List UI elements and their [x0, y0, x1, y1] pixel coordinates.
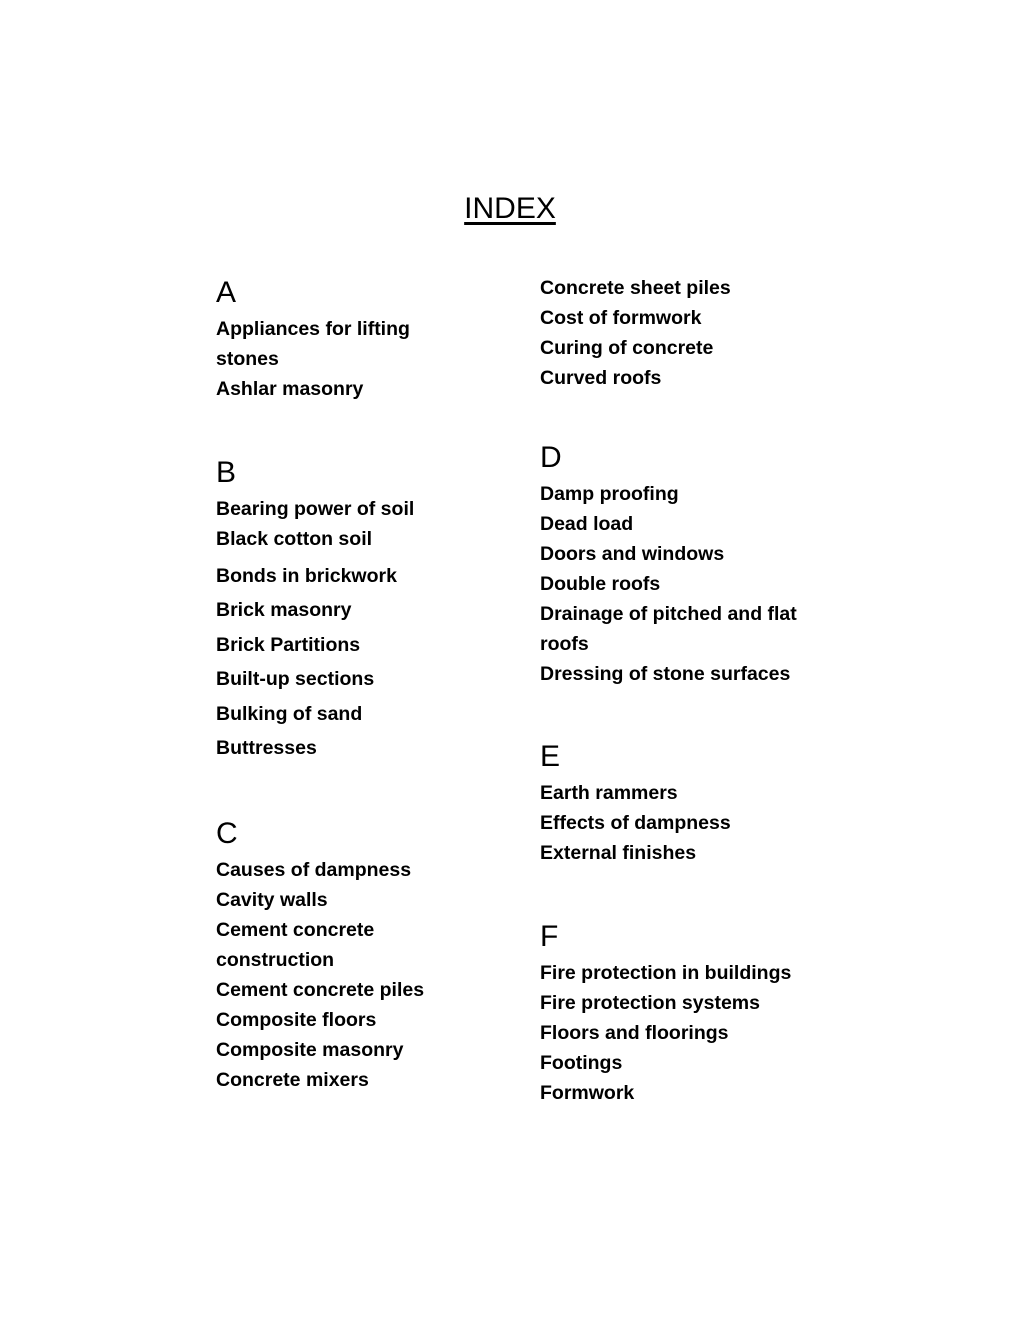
index-section-f: [540, 920, 840, 1108]
index-entry: Fire protection in buildings: [540, 962, 792, 984]
section-letter: C: [216, 817, 238, 850]
index-entry: Earth rammers: [540, 782, 678, 804]
index-entry: Curing of concrete: [540, 337, 714, 359]
index-entry: Damp proofing: [540, 483, 679, 505]
section-letter: E: [540, 740, 561, 773]
entry-list: [216, 314, 446, 404]
index-entry: Ashlar masonry: [216, 378, 364, 400]
section-letter: B: [216, 456, 237, 489]
section-letter: A: [216, 276, 237, 309]
index-entry: Brick masonry: [216, 599, 352, 621]
index-entry: Buttresses: [216, 737, 317, 759]
index-entry: Built-up sections: [216, 668, 375, 690]
index-entry: Curved roofs: [540, 367, 662, 389]
index-entry: Composite masonry: [216, 1039, 404, 1061]
index-entry: Dead load: [540, 513, 634, 535]
index-entry: Composite floors: [216, 1009, 377, 1031]
index-entry: Concrete mixers: [216, 1069, 369, 1091]
index-entry: Black cotton soil: [216, 528, 373, 550]
section-letter: F: [540, 920, 559, 953]
index-entry: Bulking of sand: [216, 702, 363, 725]
index-entry: Double roofs: [540, 573, 661, 595]
index-entry: Effects of dampness: [540, 812, 731, 834]
index-entry: Cavity walls: [216, 889, 328, 911]
page-title: INDEX: [464, 192, 556, 225]
index-entry: Appliances for lifting stones: [216, 318, 410, 370]
index-entry: Cost of formwork: [540, 307, 702, 329]
index-section-c: [216, 817, 456, 1095]
index-entry: Formwork: [540, 1082, 635, 1104]
index-entry: Causes of dampness: [216, 859, 412, 881]
index-entry: External finishes: [540, 842, 697, 864]
entry-list: [216, 494, 516, 766]
index-entry: Fire protection systems: [540, 992, 760, 1014]
index-section-e: [540, 740, 840, 868]
entry-list: [216, 855, 456, 1095]
entry-list: [540, 778, 840, 868]
index-section-c-continued: [540, 273, 840, 393]
index-entry: Floors and floorings: [540, 1022, 729, 1044]
index-entry: Cement concrete piles: [216, 979, 425, 1001]
entry-list: [540, 958, 840, 1108]
index-entry: Footings: [540, 1052, 623, 1074]
index-entry: Brick Partitions: [216, 633, 361, 656]
index-entry: Drainage of pitched and flat roofs: [540, 603, 797, 655]
index-section-b: [216, 456, 516, 766]
index-section-d: [540, 441, 820, 689]
index-entry: Doors and windows: [540, 543, 725, 565]
index-entry: Concrete sheet piles: [540, 277, 731, 299]
index-entry: Dressing of stone surfaces: [540, 663, 791, 685]
entry-list: [540, 273, 840, 393]
index-entry: Cement concrete construction: [216, 919, 375, 971]
index-entry: Bonds in brickwork: [216, 564, 397, 587]
index-entry: Bearing power of soil: [216, 498, 415, 520]
index-section-a: [216, 276, 446, 404]
section-letter: D: [540, 441, 562, 474]
entry-list: [540, 479, 820, 689]
